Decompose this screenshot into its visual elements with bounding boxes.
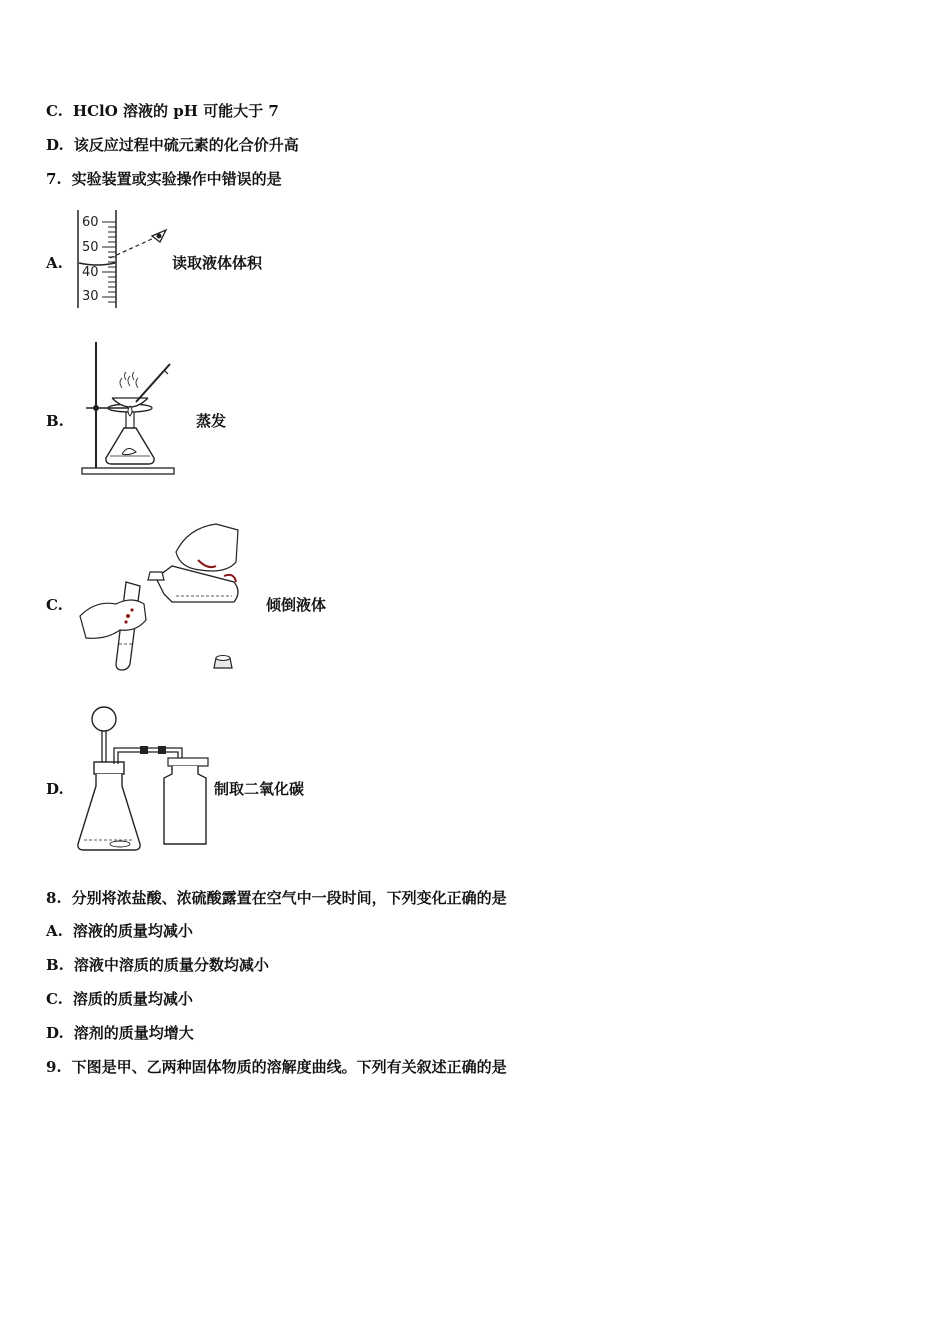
q8-option-a-letter: A. <box>46 922 63 940</box>
graduated-cylinder-figure <box>72 208 172 310</box>
q7-option-c-caption: 倾倒液体 <box>266 596 327 614</box>
q8-option-b-text: 溶液中溶质的质量分数均减小 <box>73 956 269 974</box>
q7-stem <box>46 169 282 189</box>
q8-option-a-text: 溶液的质量均减小 <box>72 922 193 940</box>
q7-option-b-letter: B. <box>46 412 64 430</box>
q9-stem <box>46 1057 507 1077</box>
q8-option-c <box>46 989 193 1009</box>
q8-number: 8. <box>46 889 62 907</box>
q6-option-d-text: 该反应过程中硫元素的化合价升高 <box>73 136 299 154</box>
q6-option-d-letter: D. <box>46 136 64 154</box>
scale-label-30: 30 <box>82 289 99 304</box>
evaporation-setup-figure <box>78 340 178 478</box>
q6-option-d <box>46 135 299 155</box>
q8-option-b-letter: B. <box>46 956 64 974</box>
q9-text: 下图是甲、乙两种固体物质的溶解度曲线。下列有关叙述正确的是 <box>71 1058 507 1076</box>
q6-option-c-letter: C. <box>46 102 63 120</box>
q8-option-d-text: 溶剂的质量均增大 <box>73 1024 194 1042</box>
q7-option-d-caption: 制取二氧化碳 <box>214 780 305 798</box>
q8-option-d <box>46 1023 194 1043</box>
q8-text: 分别将浓盐酸、浓硫酸露置在空气中一段时间，下列变化正确的是 <box>71 889 507 907</box>
q8-stem <box>46 888 507 908</box>
q8-option-c-letter: C. <box>46 990 63 1008</box>
q8-option-c-text: 溶质的质量均减小 <box>72 990 193 1008</box>
q8-option-d-letter: D. <box>46 1024 64 1042</box>
q7-number: 7. <box>46 170 62 188</box>
q7-option-a-caption: 读取液体体积 <box>172 254 263 272</box>
q7-option-d-letter: D. <box>46 780 64 798</box>
scale-label-60: 60 <box>82 215 99 230</box>
q8-option-b <box>46 955 269 975</box>
eye-icon <box>152 230 166 242</box>
q8-option-a <box>46 921 193 941</box>
q9-number: 9. <box>46 1058 62 1076</box>
co2-apparatus-figure <box>74 704 216 856</box>
q7-option-b-caption: 蒸发 <box>196 412 227 430</box>
q6-option-c-text: HClO 溶液的 pH 可能大于 7 <box>72 102 279 120</box>
scale-label-50: 50 <box>82 240 99 255</box>
pouring-liquid-figure <box>76 520 246 675</box>
q6-option-c <box>46 101 279 121</box>
scale-label-40: 40 <box>82 265 99 280</box>
q7-text: 实验装置或实验操作中错误的是 <box>71 170 282 188</box>
q7-option-c-letter: C. <box>46 596 63 614</box>
q7-option-a-letter: A. <box>46 254 63 272</box>
